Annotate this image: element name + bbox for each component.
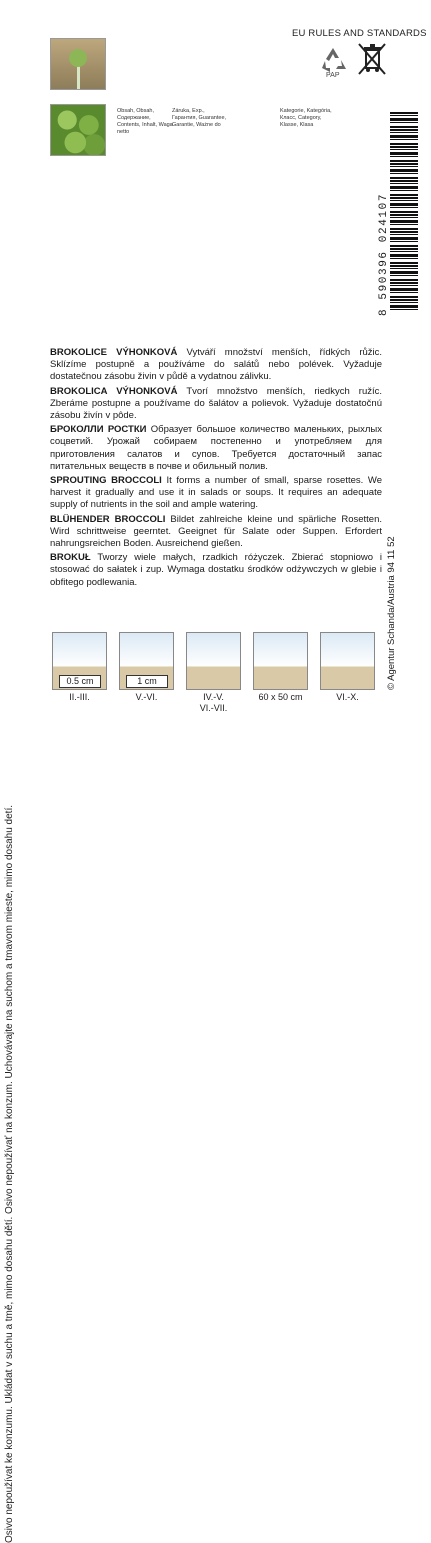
transplant-icon xyxy=(186,632,241,690)
sowing-depth-icon xyxy=(52,632,107,690)
direct-sowing-icon xyxy=(119,632,174,690)
info-guarantee: Záruka, Exp., Гарантия, Guarantee, Garantie, Ważne do xyxy=(172,108,227,128)
barcode-bars xyxy=(390,112,418,312)
section-text: Vytváří množství menších, řídkých růžic. Sklízíme postupně a používáme do salátů nebo polévek. Vyžaduje dostatečnou zásobu živin v půdě a vydatnou zálivku. xyxy=(50,347,383,383)
section-text: Tworzy wiele małych, rzadkich różyczek. Zbierać stopniowo i stosować do sałatek i zup. Wymaga dostatku środków odżywczych w glebie i obfitego podlewania. xyxy=(50,552,382,588)
section-text: It forms a number of small, sparse rosettes. We harvest it gradually and use it in salads or soups. It requires an adequate supply of nutrients in the soil and ample watering. xyxy=(50,475,382,511)
side-disclaimer-text: Osivo nepoužívat ke konzumu. Ukládat v suchu a tmě, mimo dosahu dětí. Osivo nepoužívať na konzum. Uchovávajte na suchom a tmavom mieste, mimo dosahu detí. xyxy=(4,804,15,1543)
section-title: БРОКОЛЛИ РОСТКИ xyxy=(50,424,147,436)
publisher-credit: © Agentur Schanda/Austria 94 11 52 xyxy=(386,536,397,690)
broccoli-photo xyxy=(50,104,106,156)
section-title: BLÜHENDER BROCCOLI xyxy=(50,513,166,525)
sowing-months: II.-III. xyxy=(69,692,90,702)
info-content: Obsah, Obsah, Содержание, Contents, Inhalt, Wagа netto xyxy=(117,108,173,135)
section-title: BROKOLICA VÝHONKOVÁ xyxy=(50,385,178,397)
harvest-icon xyxy=(320,632,375,690)
spacing-label: 60 x 50 cm xyxy=(258,692,303,702)
section-text: Bildet zahlreiche kleine und spärliche Rosetten. Wird schrittweise geerntet. Geeignet für Salate oder Suppen. Erfordert nahrungsreichen Boden. Ausreichend gießen. xyxy=(50,513,382,550)
spacing-icon xyxy=(253,632,308,690)
direct-sowing-months: V.-VI. xyxy=(135,692,158,702)
section-sk xyxy=(50,386,382,423)
section-title: BROKUŁ xyxy=(50,552,91,564)
harvest-months: VI.-X. xyxy=(336,692,359,702)
description xyxy=(50,347,382,591)
section-de xyxy=(50,514,382,551)
section-title: BROKOLICE VÝHONKOVÁ xyxy=(50,347,178,358)
info-category: Kategorie, Kategória, Класс, Category, Klasse, Klasa xyxy=(280,108,332,128)
seedling-photo xyxy=(50,38,106,90)
section-cz xyxy=(50,347,382,384)
trash-bin-icon xyxy=(357,40,387,78)
sowing-depth-measure: 0.5 cm xyxy=(59,675,101,688)
transplant-months: IV.-V. xyxy=(203,692,224,702)
section-text: Tvorí množstvo menších, riedkych ružíc. Zberáme postupne a používame do šalátov a polievok. Vyžaduje dostatočnú zásobu živín v pôde. xyxy=(50,385,383,422)
barcode xyxy=(374,106,420,316)
cultivation-icons xyxy=(52,632,378,713)
section-pl xyxy=(50,552,382,589)
pap-label: PAP xyxy=(326,72,340,79)
section-title: SPROUTING BROCCOLI xyxy=(50,475,162,487)
section-text: Образует большое количество маленьких, рыхлых соцветий. Урожай собираем постепенно и употребляем для приготовления салатов и супов. Требуется достаточный запас питательных веществ в почве и обильный полив. xyxy=(50,424,382,472)
section-ru xyxy=(50,424,382,473)
barcode-digits: 8 590396 024107 xyxy=(378,192,390,316)
eu-standards-label: EU RULES AND STANDARDS xyxy=(292,28,427,39)
transplant-months-2: VI.-VII. xyxy=(199,703,228,713)
side-disclaimer xyxy=(4,15,42,1543)
section-en xyxy=(50,475,382,512)
direct-sowing-measure: 1 cm xyxy=(126,675,168,688)
